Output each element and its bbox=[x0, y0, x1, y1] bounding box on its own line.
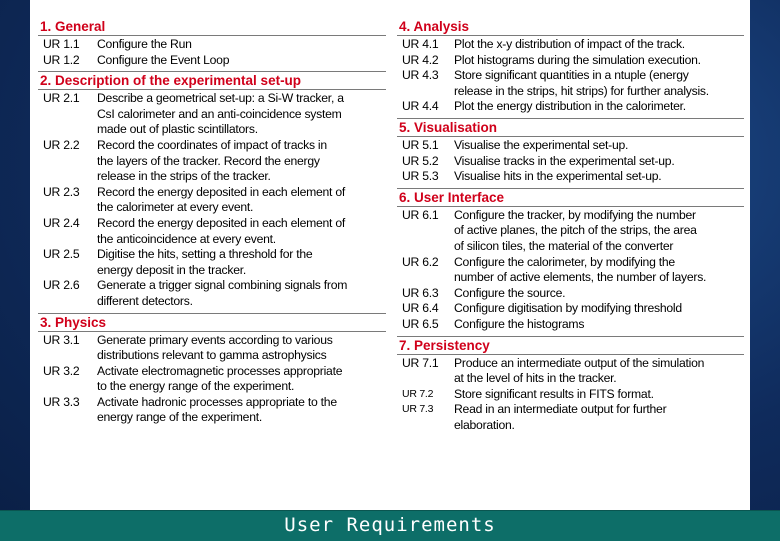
requirement-text: Produce an intermediate output of the simulation bbox=[454, 355, 705, 370]
section-title: 2. Description of the experimental set-up bbox=[38, 71, 386, 89]
requirement-text: Activate electromagnetic processes appropriate bbox=[97, 363, 343, 378]
requirement-text: energy range of the experiment. bbox=[97, 410, 263, 425]
requirement-code bbox=[38, 169, 97, 185]
requirement-line bbox=[38, 138, 386, 154]
requirement-text: of active planes, the pitch of the strips, the area bbox=[454, 223, 697, 238]
requirement-line bbox=[38, 395, 386, 411]
requirement-text: different detectors. bbox=[97, 293, 193, 308]
section-divider bbox=[38, 35, 386, 36]
requirement-text: release in the strips of the tracker. bbox=[97, 169, 271, 184]
requirement-code: UR 2.2 bbox=[43, 137, 80, 152]
requirement-code bbox=[38, 294, 97, 310]
requirement-code bbox=[38, 263, 97, 279]
requirement-code: UR 7.1 bbox=[402, 355, 439, 370]
requirement-code bbox=[397, 418, 454, 434]
section-divider bbox=[397, 206, 744, 207]
requirement-code: UR 7.3 bbox=[402, 403, 434, 416]
requirement-code: UR 4.2 bbox=[402, 52, 439, 67]
section-title: 3. Physics bbox=[38, 313, 386, 331]
requirement-line bbox=[397, 239, 744, 255]
left-column bbox=[38, 18, 386, 429]
requirement-line bbox=[397, 270, 744, 286]
requirement-code: UR 6.4 bbox=[402, 301, 439, 316]
requirement-code: UR 1.1 bbox=[43, 37, 80, 51]
requirement-line bbox=[38, 333, 386, 349]
requirement-text: Plot the x-y distribution of impact of the track. bbox=[454, 37, 685, 51]
requirement-list bbox=[397, 356, 744, 434]
requirement-code bbox=[397, 84, 454, 100]
section-divider bbox=[397, 354, 744, 355]
requirement-line bbox=[38, 122, 386, 138]
requirement-text: to the energy range of the experiment. bbox=[97, 379, 295, 394]
requirement-code: UR 6.5 bbox=[402, 316, 439, 331]
requirement-code: UR 2.4 bbox=[43, 215, 80, 230]
requirement-code bbox=[397, 371, 454, 387]
requirement-text: Visualise tracks in the experimental set-up. bbox=[454, 153, 675, 168]
requirement-line bbox=[397, 84, 744, 100]
section-divider bbox=[38, 89, 386, 90]
section-divider bbox=[397, 35, 744, 36]
section-gap bbox=[38, 426, 386, 429]
requirement-text: distributions relevant to gamma astrophysics bbox=[97, 348, 327, 363]
requirement-line bbox=[397, 208, 744, 224]
requirement-text: Visualise hits in the experimental set-up. bbox=[454, 169, 662, 184]
requirement-text: Configure the source. bbox=[454, 285, 566, 300]
requirement-text: Configure the Event Loop bbox=[97, 52, 230, 67]
requirement-code: UR 4.3 bbox=[402, 68, 439, 83]
requirement-line bbox=[38, 278, 386, 294]
requirement-text: CsI calorimeter and an anti-coincidence system bbox=[97, 106, 342, 121]
requirement-text: Configure the Run bbox=[97, 37, 192, 51]
right-column bbox=[397, 18, 744, 436]
requirement-code bbox=[38, 348, 97, 364]
requirement-code: UR 2.5 bbox=[43, 247, 80, 262]
requirement-text: Store significant quantities in a ntuple (energy bbox=[454, 68, 689, 83]
requirement-code: UR 5.1 bbox=[402, 137, 439, 152]
requirement-line bbox=[397, 223, 744, 239]
requirement-text: Configure digitisation by modifying threshold bbox=[454, 301, 682, 316]
requirement-line bbox=[38, 107, 386, 123]
requirement-line bbox=[38, 410, 386, 426]
requirement-line bbox=[397, 53, 744, 69]
requirement-code: UR 1.2 bbox=[43, 52, 80, 67]
requirement-line bbox=[397, 255, 744, 271]
requirement-line bbox=[38, 247, 386, 263]
requirement-line bbox=[38, 216, 386, 232]
requirement-list bbox=[38, 333, 386, 427]
requirement-code bbox=[38, 232, 97, 248]
requirement-line bbox=[397, 356, 744, 372]
requirement-text: at the level of hits in the tracker. bbox=[454, 371, 617, 386]
requirement-code bbox=[397, 239, 454, 255]
requirement-text: the calorimeter at every event. bbox=[97, 200, 254, 215]
requirement-line bbox=[38, 294, 386, 310]
requirement-code: UR 2.1 bbox=[43, 91, 80, 106]
requirement-code: UR 7.2 bbox=[402, 387, 434, 400]
requirement-text: Generate primary events according to various bbox=[97, 332, 333, 347]
requirement-line bbox=[38, 263, 386, 279]
requirement-code: UR 2.6 bbox=[43, 278, 80, 293]
requirement-text: number of active elements, the number of layers. bbox=[454, 270, 707, 285]
requirement-line bbox=[397, 154, 744, 170]
requirement-text: Describe a geometrical set-up: a Si-W tracker, a bbox=[97, 91, 344, 106]
requirement-text: elaboration. bbox=[454, 417, 515, 432]
requirement-line bbox=[397, 371, 744, 387]
requirement-line bbox=[397, 286, 744, 302]
section-title: 5. Visualisation bbox=[397, 118, 744, 136]
footer-bar bbox=[0, 510, 780, 541]
requirement-text: Plot the energy distribution in the calorimeter. bbox=[454, 99, 686, 114]
section-title: 7. Persistency bbox=[397, 336, 744, 354]
requirement-text: Visualise the experimental set-up. bbox=[454, 137, 629, 152]
requirement-code: UR 3.2 bbox=[43, 363, 80, 378]
requirement-text: Digitise the hits, setting a threshold for the bbox=[97, 247, 313, 262]
requirement-line bbox=[38, 37, 386, 53]
requirement-line bbox=[38, 91, 386, 107]
section-title: 6. User Interface bbox=[397, 188, 744, 206]
requirement-line bbox=[397, 317, 744, 333]
requirement-code bbox=[38, 379, 97, 395]
requirement-text: Store significant results in FITS format. bbox=[454, 386, 654, 401]
requirement-line bbox=[397, 387, 744, 403]
requirement-code bbox=[38, 154, 97, 170]
requirement-line bbox=[38, 169, 386, 185]
requirement-list bbox=[397, 138, 744, 185]
section-gap bbox=[397, 433, 744, 436]
requirement-line bbox=[38, 364, 386, 380]
section-divider bbox=[397, 136, 744, 137]
requirement-line bbox=[38, 232, 386, 248]
requirement-text: Activate hadronic processes appropriate to the bbox=[97, 394, 337, 409]
requirement-line bbox=[38, 200, 386, 216]
requirement-code: UR 2.3 bbox=[43, 184, 80, 199]
requirement-line bbox=[397, 37, 744, 53]
requirement-text: Record the energy deposited in each element of bbox=[97, 184, 345, 199]
requirement-list bbox=[397, 208, 744, 333]
requirement-text: Read in an intermediate output for further bbox=[454, 402, 667, 417]
requirement-text: the layers of the tracker. Record the energy bbox=[97, 153, 320, 168]
requirement-text: energy deposit in the tracker. bbox=[97, 262, 246, 277]
requirement-text: Record the energy deposited in each element of bbox=[97, 215, 345, 230]
requirement-code: UR 4.1 bbox=[402, 37, 439, 51]
requirement-line bbox=[397, 138, 744, 154]
requirement-text: Generate a trigger signal combining signals from bbox=[97, 278, 348, 293]
requirement-line bbox=[38, 379, 386, 395]
requirement-code: UR 3.3 bbox=[43, 394, 80, 409]
requirement-line bbox=[397, 68, 744, 84]
requirement-text: Configure the tracker, by modifying the number bbox=[454, 207, 696, 222]
requirement-code: UR 6.1 bbox=[402, 207, 439, 222]
slide-title: User Requirements bbox=[284, 514, 496, 536]
requirement-text: Plot histograms during the simulation execution. bbox=[454, 52, 701, 67]
requirement-line bbox=[397, 402, 744, 418]
requirement-text: release in the strips, hit strips) for further analysis. bbox=[454, 83, 709, 98]
requirement-code: UR 3.1 bbox=[43, 332, 80, 347]
requirement-line bbox=[38, 53, 386, 69]
requirement-code bbox=[38, 200, 97, 216]
requirement-code: UR 4.4 bbox=[402, 99, 439, 114]
requirement-text: Configure the calorimeter, by modifying the bbox=[454, 254, 675, 269]
requirement-line bbox=[397, 99, 744, 115]
section-title: 1. General bbox=[40, 19, 106, 34]
requirement-line bbox=[38, 348, 386, 364]
requirement-code: UR 5.3 bbox=[402, 169, 439, 184]
requirement-code bbox=[38, 107, 97, 123]
requirement-list bbox=[397, 37, 744, 115]
section-divider bbox=[38, 331, 386, 332]
requirement-code bbox=[397, 223, 454, 239]
requirement-text: the anticoincidence at every event. bbox=[97, 231, 276, 246]
requirement-line bbox=[38, 185, 386, 201]
requirement-text: Record the coordinates of impact of tracks in bbox=[97, 137, 327, 152]
requirement-line bbox=[38, 154, 386, 170]
requirement-text: made out of plastic scintillators. bbox=[97, 122, 258, 137]
requirement-code: UR 5.2 bbox=[402, 153, 439, 168]
requirement-list bbox=[38, 91, 386, 309]
requirement-code: UR 6.2 bbox=[402, 254, 439, 269]
requirement-line bbox=[397, 418, 744, 434]
requirement-list bbox=[38, 37, 386, 68]
requirement-line bbox=[397, 169, 744, 185]
requirement-text: of silicon tiles, the material of the converter bbox=[454, 238, 674, 253]
requirement-line bbox=[397, 301, 744, 317]
requirement-code bbox=[38, 122, 97, 138]
requirement-code bbox=[38, 410, 97, 426]
requirement-code: UR 6.3 bbox=[402, 285, 439, 300]
requirement-text: Configure the histograms bbox=[454, 316, 585, 331]
section-title: 4. Analysis bbox=[399, 19, 470, 34]
requirement-code bbox=[397, 270, 454, 286]
